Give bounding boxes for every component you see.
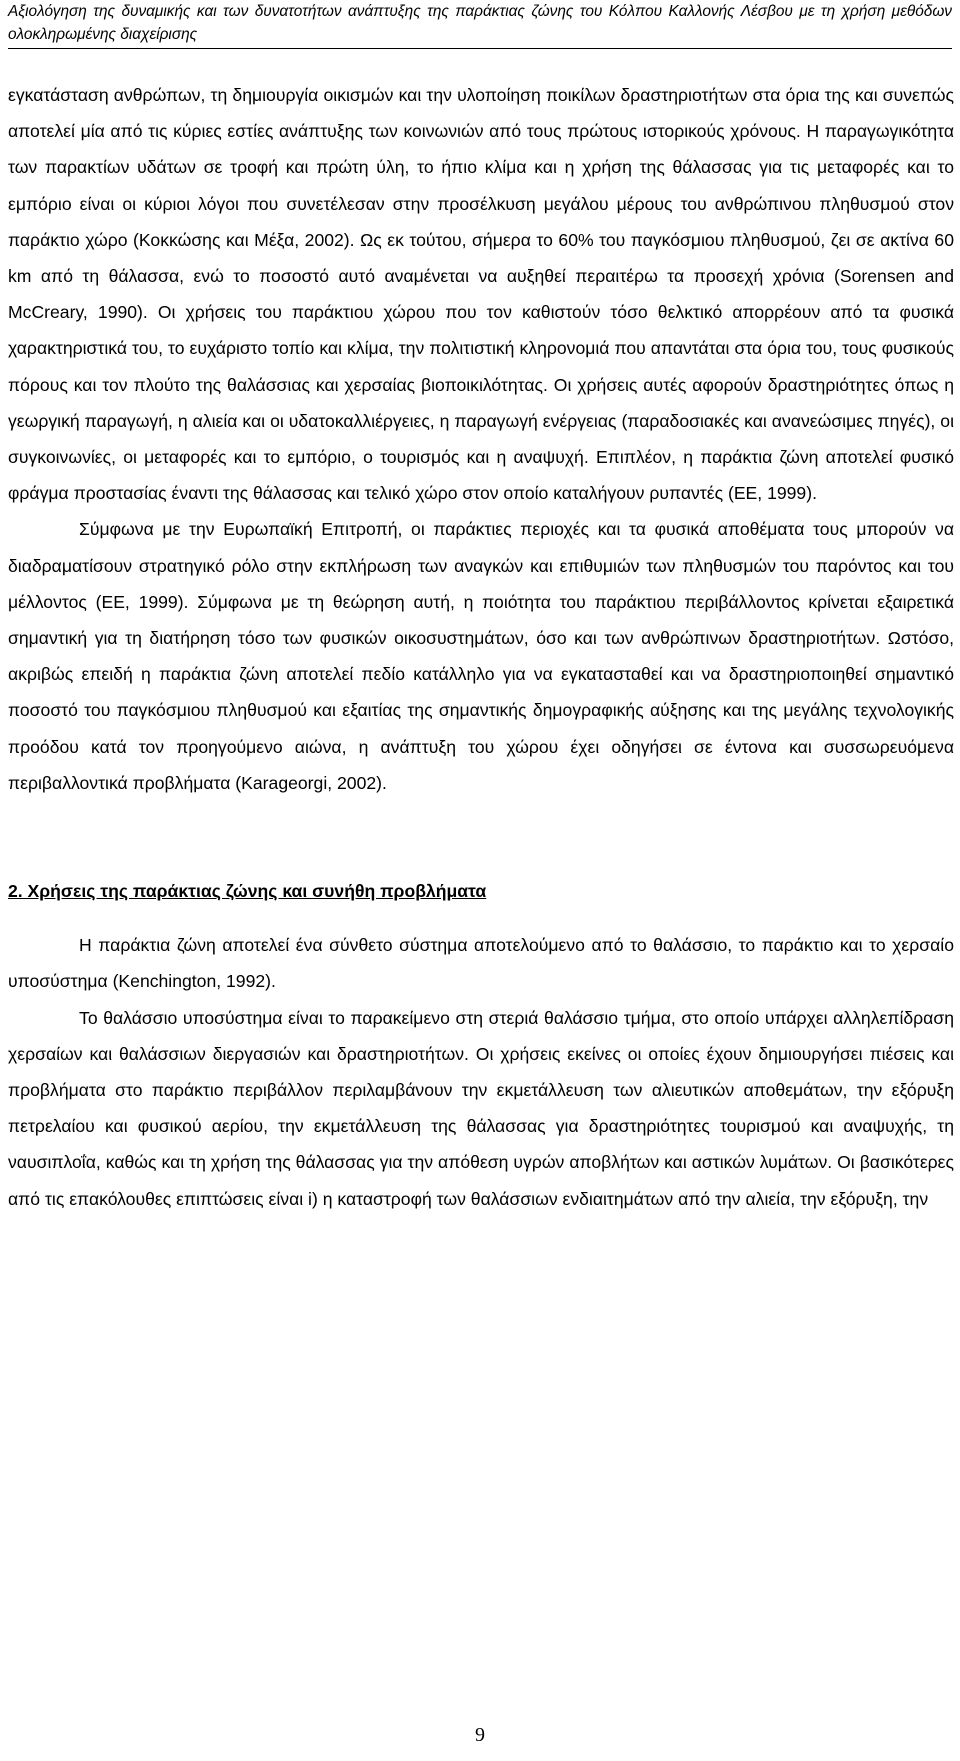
section-heading [8,801,954,927]
body-text [8,77,954,1217]
running-header: Αξιολόγηση της δυναμικής και των δυνατοτήτων ανάπτυξης της παράκτιας ζώνης του Κόλπου Καλλονής Λέσβου με τη χρήση μεθόδων ολοκληρωμένης διαχείρισης [8,0,952,49]
page-number: 9 [475,1724,485,1746]
paragraph: εγκατάσταση ανθρώπων, τη δημιουργία οικισμών και την υλοποίηση ποικίλων δραστηριοτήτων στα όρια της και συνεπώς αποτελεί μία από τις κύριες εστίες ανάπτυξης των κοινωνιών από τους πρώτους ιστορικούς χρόνους. Η παραγωγικότητα των παρακτίων υδάτων σε τροφή και πρώτη ύλη, το ήπιο κλίμα και η χρήση της θάλασσας για τις μεταφορές και το εμπόριο είναι οι κύριοι λόγοι που συνετέλεσαν στην προσέλκυση μεγάλου μέρους του ανθρώπινου πληθυσμού στον παράκτιο χώρο (Κοκκώσης και Μέξα, 2002). Ως εκ τούτου, σήμερα το 60% του παγκόσμιου πληθυσμού, ζει σε ακτίνα 60 km από τη θάλασσα, ενώ το ποσοστό αυτό αναμένεται να αυξηθεί περαιτέρω τα προσεχή χρόνια (Sorensen and McCreary, 1990). Οι χρήσεις του παράκτιου χώρου που τον καθιστούν τόσο θελκτικό απορρέουν από τα φυσικά χαρακτηριστικά του, το ευχάριστο τοπίο και κλίμα, την πολιτιστική κληρονομιά που απαντάται στα όρια του, τους φυσικούς πόρους και τον πλούτο της θαλάσσιας και χερσαίας βιοποικιλότητας. Οι χρήσεις αυτές αφορούν δραστηριότητες όπως η γεωργική παραγωγή, η αλιεία και οι υδατοκαλλιέργειες, η παραγωγή ενέργειας (παραδοσιακές και ανανεώσιμες πηγές), οι συγκοινωνίες, οι μεταφορές και το εμπόριο, ο τουρισμός και η αναψυχή. Επιπλέον, η παράκτια ζώνη αποτελεί φυσικό φράγμα προστασίας έναντι της θάλασσας και τελικό χώρο στον οποίο καταλήγουν ρυπαντές (ΕΕ, 1999). [8,85,954,504]
paragraph: Σύμφωνα με την Ευρωπαϊκή Επιτροπή, οι παράκτιες περιοχές και τα φυσικά αποθέματα τους μπορούν να διαδραματίσουν στρατηγικό ρόλο στην εκπλήρωση των αναγκών και επιθυμιών των πληθυσμών του παρόντος και του μέλλοντος (ΕΕ, 1999). Σύμφωνα με τη θεώρηση αυτή, η ποιότητα του παράκτιου περιβάλλοντος κρίνεται εξαιρετικά σημαντική για τη διατήρηση τόσο των φυσικών οικοσυστημάτων, όσο και των ανθρώπινων δραστηριοτήτων. Ωστόσο, ακριβώς επειδή η παράκτια ζώνη αποτελεί πεδίο κατάλληλο για να εγκατασταθεί και να δραστηριοποιηθεί σημαντικό ποσοστό του παγκόσμιου πληθυσμού και εξαιτίας της σημαντικής δημογραφικής αύξησης και της μεγάλης τεχνολογικής προόδου κατά τον προηγούμενο αιώνα, η ανάπτυξη του χώρου έχει οδηγήσει σε έντονα και συσσωρευόμενα περιβαλλοντικά προβλήματα (Karageorgi, 2002). [8,519,954,793]
paragraph: Η παράκτια ζώνη αποτελεί ένα σύνθετο σύστημα αποτελούμενο από το θαλάσσιο, το παράκτιο και το χερσαίο υποσύστημα (Kenchington, 1992). [8,935,954,992]
paragraph: Το θαλάσσιο υποσύστημα είναι το παρακείμενο στη στεριά θαλάσσιο τμήμα, στο οποίο υπάρχει αλληλεπίδραση χερσαίων και θαλάσσιων διεργασιών και δραστηριοτήτων. Οι χρήσεις εκείνες οι οποίες έχουν δημιουργήσει πιέσεις και προβλήματα στο παράκτιο περιβάλλον περιλαμβάνουν την εκμετάλλευση των αλιευτικών αποθεμάτων, την εξόρυξη πετρελαίου και φυσικού αερίου, την εκμετάλλευση της θάλασσας για δραστηριότητες τουρισμού και αναψυχής, τη ναυσιπλοΐα, καθώς και τη χρήση της θάλασσας για την απόθεση υγρών αποβλήτων και αστικών λυμάτων. Οι βασικότερες από τις επακόλουθες επιπτώσεις είναι i) η καταστροφή των θαλάσσιων ενδιαιτημάτων από την αλιεία, την εξόρυξη, την [8,1007,954,1209]
section-heading-text: 2. Χρήσεις της παράκτιας ζώνης και συνήθη προβλήματα [8,881,487,902]
